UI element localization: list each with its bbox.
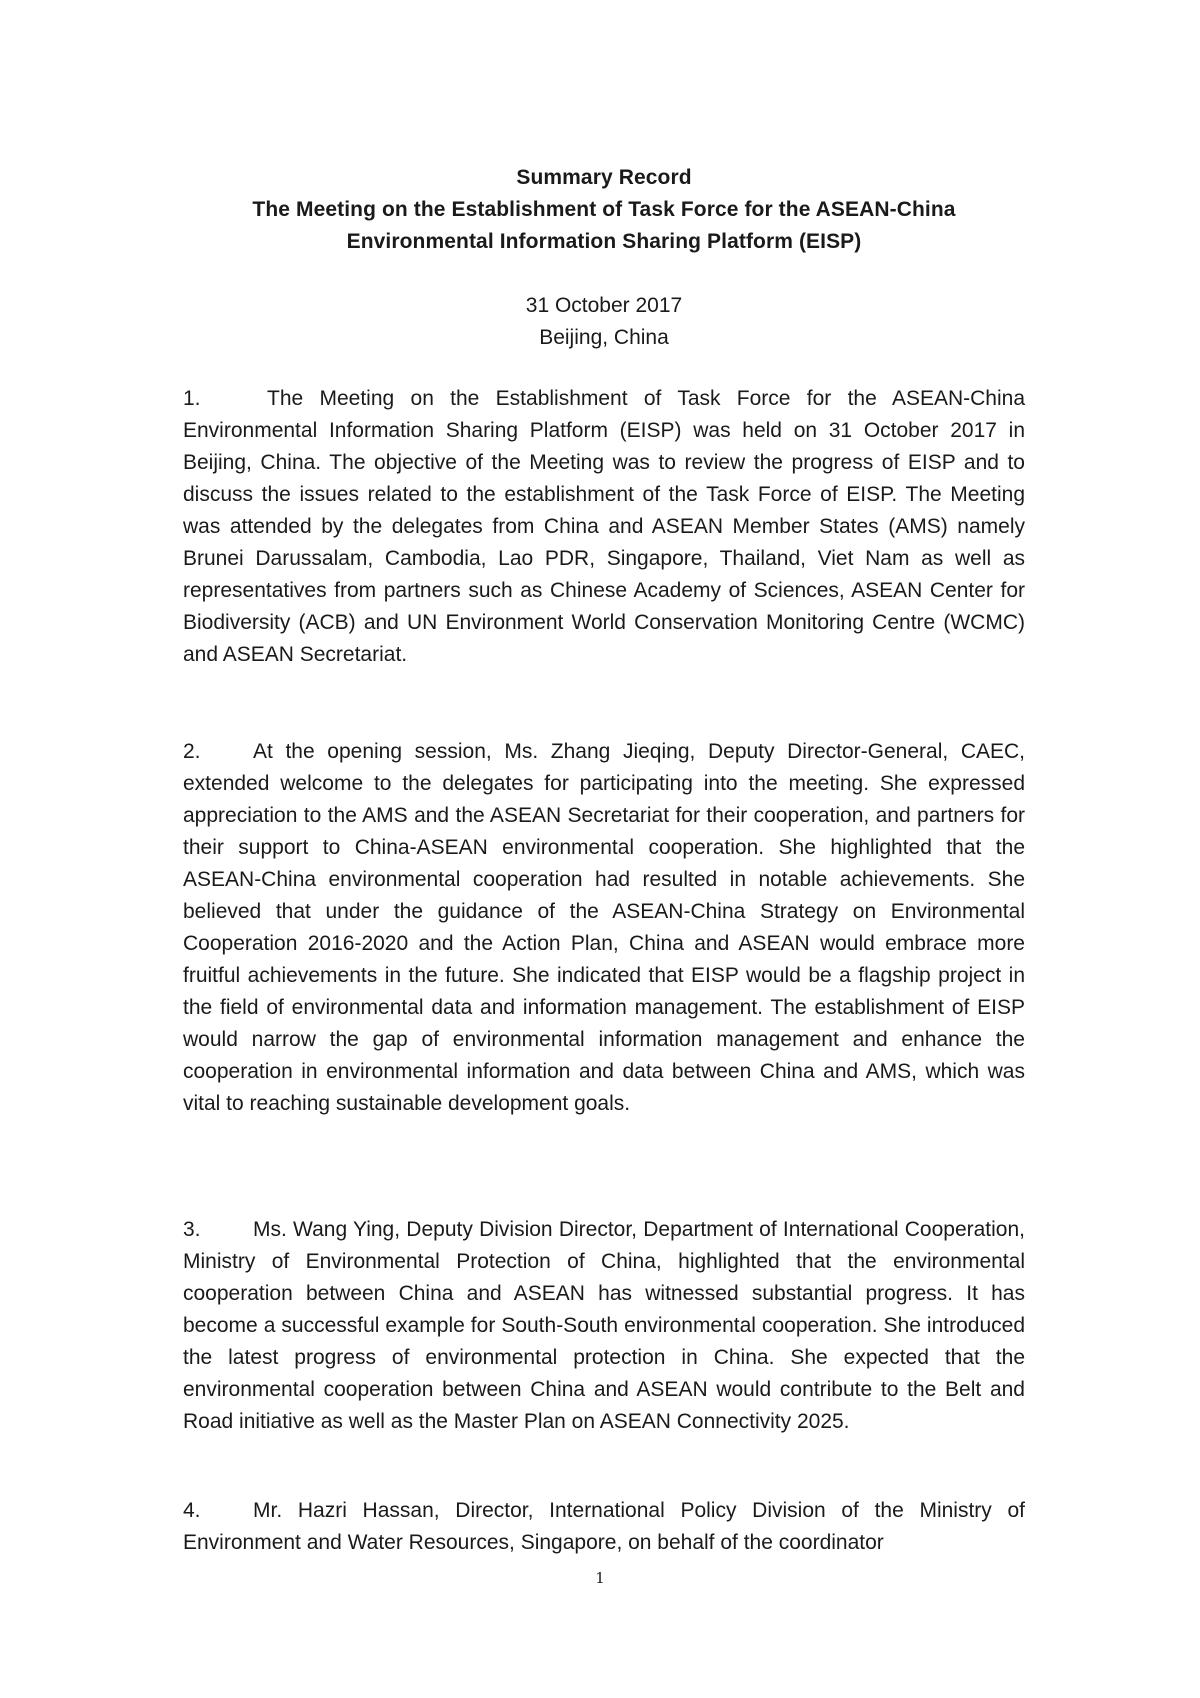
paragraph-text: Ms. Wang Ying, Deputy Division Director, Department of International Cooperation, Ministry of Environmental Protection of China, highlighted that the environmental cooperation between China and ASEAN has witnessed substantial progress. It has become a successful example for South-South environmental cooperation. She introduced the latest progress of environmental protection in China. She expected that the environmental cooperation between China and ASEAN would contribute to the Belt and Road initiative as well as the Master Plan on ASEAN Connectivity 2025. — [183, 1218, 1025, 1433]
paragraph-text: The Meeting on the Establishment of Task Force for the ASEAN-China Environmental Information Sharing Platform (EISP) was held on 31 October 2017 in Beijing, China. The objective of the Meeting was to review the progress of EISP and to discuss the issues related to the establishment of the Task Force of EISP. The Meeting was attended by the delegates from China and ASEAN Member States (AMS) namely Brunei Darussalam, Cambodia, Lao PDR, Singapore, Thailand, Viet Nam as well as representatives from partners such as Chinese Academy of Sciences, ASEAN Center for Biodiversity (ACB) and UN Environment World Conservation Monitoring Centre (WCMC) and ASEAN Secretariat. — [183, 387, 1025, 666]
paragraph-text: Mr. Hazri Hassan, Director, International Policy Division of the Ministry of Environment and Water Resources, Singapore, on behalf of the coordinator — [183, 1499, 1025, 1554]
meeting-meta — [183, 290, 1025, 354]
paragraph-3 — [183, 1214, 1025, 1438]
paragraph-1 — [183, 383, 1025, 671]
heading-line-2: The Meeting on the Establishment of Task Force for the ASEAN-China — [252, 198, 956, 221]
page-number: 1 — [595, 1569, 605, 1587]
paragraph-2 — [183, 736, 1025, 1120]
meeting-location: Beijing, China — [539, 326, 669, 349]
paragraph-number: 1. — [183, 387, 201, 410]
meeting-date: 31 October 2017 — [525, 294, 683, 317]
document-heading — [183, 162, 1025, 258]
paragraph-number: 2. — [183, 740, 201, 763]
paragraph-text: At the opening session, Ms. Zhang Jieqing, Deputy Director-General, CAEC, extended welcome to the delegates for participating into the meeting. She expressed appreciation to the AMS and the ASEAN Secretariat for their cooperation, and partners for their support to China-ASEAN environmental cooperation. She highlighted that the ASEAN-China environmental cooperation had resulted in notable achievements. She believed that under the guidance of the ASEAN-China Strategy on Environmental Cooperation 2016-2020 and the Action Plan, China and ASEAN would embrace more fruitful achievements in the future. She indicated that EISP would be a flagship project in the field of environmental data and information management. The establishment of EISP would narrow the gap of environmental information management and enhance the cooperation in environmental information and data between China and AMS, which was vital to reaching sustainable development goals. — [183, 740, 1025, 1115]
paragraph-4 — [183, 1495, 1025, 1559]
heading-line-3: Environmental Information Sharing Platform (EISP) — [346, 230, 862, 253]
heading-line-1: Summary Record — [516, 166, 692, 189]
paragraph-number: 4. — [183, 1499, 201, 1522]
paragraph-number: 3. — [183, 1218, 201, 1241]
